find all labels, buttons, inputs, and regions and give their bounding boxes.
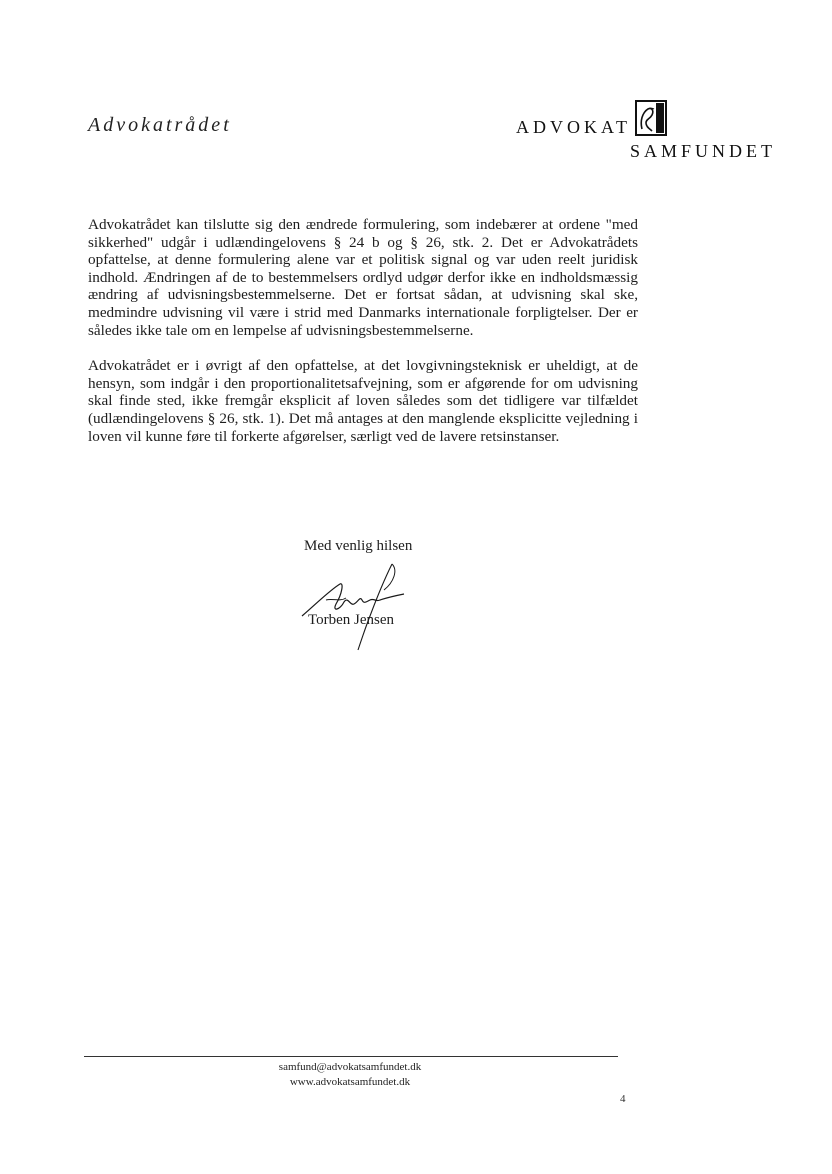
advokatsamfundet-logo: [516, 97, 776, 167]
logo-wordmark-line2: SAMFUNDET: [630, 141, 777, 161]
body-paragraph-1: Advokatrådet kan tilslutte sig den ændrede formulering, som indebærer at ordene "med sikkerhed" udgår i udlændingelovens § 24 b og § 26, stk. 2. Det er Advokatrådets opfattelse, at denne formulering alene var et politisk signal og var uden reelt juridisk indhold. Ændringen af de to bestemmelsers ordlyd udgør derfor ikke en indholdsmæssig ændring af udvisningsbestemmelserne. Det er fortsat sådan, at udvisning skal ske, medmindre udvisning vil være i strid med Danmarks internationale forpligtelser. Der er således ikke tale om en lempelse af udvisningsbestemmelserne.: [88, 216, 638, 339]
logo-emblem-icon: [634, 99, 668, 137]
footer-divider: [84, 1056, 618, 1057]
page-number: 4: [620, 1093, 626, 1105]
council-name-header: Advokatrådet: [88, 114, 232, 136]
signer-name: Torben Jensen: [308, 612, 395, 628]
body-paragraph-2: Advokatrådet er i øvrigt af den opfattelse, at det lovgivningsteknisk er uheldigt, at de hensyn, som indgår i den proportionalitetsafvejning, som er afgørende for om udvisning skal finde sted, ikke fremgår eksplicit af loven således som det tidligere var tilfældet (udlændingelovens § 26, stk. 1). Det må antages at den manglende eksplicitte vejledning i loven vil kunne føre til forkerte afgørelser, særligt ved de lavere retsinstanser.: [88, 357, 638, 445]
footer-website-link[interactable]: www.advokatsamfundet.dk: [289, 1076, 411, 1088]
handwritten-signature: [296, 560, 426, 652]
logo-wordmark-line1: ADVOKAT: [516, 117, 631, 137]
closing-salutation: Med venlig hilsen: [304, 538, 413, 554]
footer-email-link[interactable]: samfund@advokatsamfundet.dk: [278, 1061, 422, 1073]
letter-body: [88, 216, 638, 463]
